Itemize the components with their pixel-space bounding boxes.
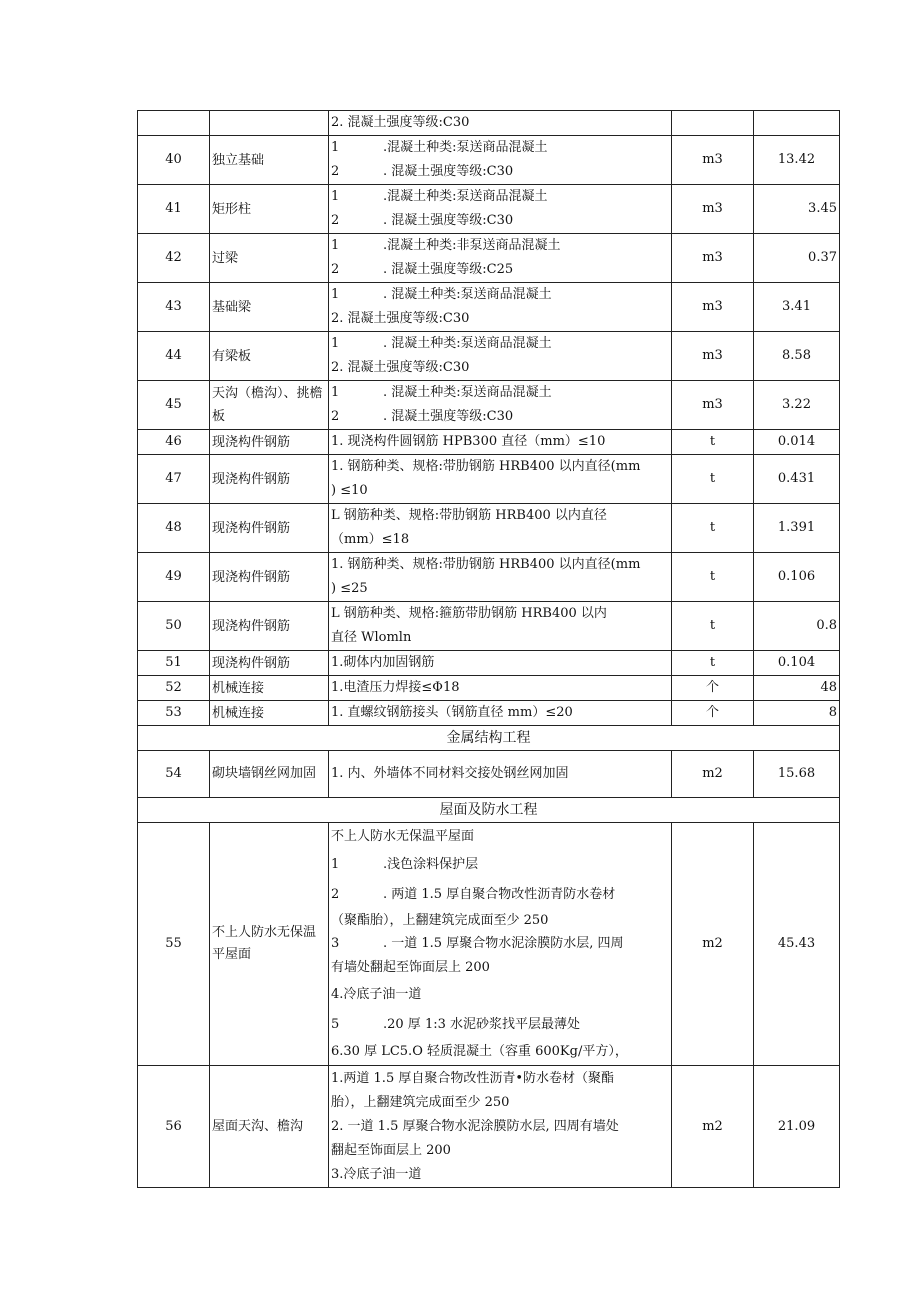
item-name: 基础梁 <box>210 283 329 332</box>
description-line <box>331 332 669 356</box>
description-line-text: . 混凝土强度等级:C30 <box>383 409 514 424</box>
item-quantity: 1.391 <box>754 504 840 553</box>
row-number: 45 <box>138 381 210 430</box>
table-row <box>138 332 840 381</box>
description-line-text: 1.电渣压力焊接≤Φ18 <box>331 680 460 695</box>
description-line-number: 2 <box>331 262 340 277</box>
description-line-text: （mm）≤18 <box>331 532 410 547</box>
description-line-number: 2 <box>331 887 340 902</box>
item-unit: m3 <box>672 332 754 381</box>
description-line-text: . 混凝土强度等级:C30 <box>383 213 514 228</box>
description-line: 1. 内、外墙体不同材料交接处钢丝网加固 <box>331 766 569 781</box>
item-unit: t <box>672 504 754 553</box>
description-line-text: .混凝土种类:泵送商品混凝土 <box>383 189 548 204</box>
table-row <box>138 504 840 553</box>
description-line-text: 1. 直螺纹钢筋接头（钢筋直径 mm）≤20 <box>331 705 573 720</box>
table-row <box>138 651 840 676</box>
item-unit: m3 <box>672 381 754 430</box>
description-line <box>331 430 669 454</box>
table-row <box>138 430 840 455</box>
table-row <box>138 602 840 651</box>
description-line-text: 1.两道 1.5 厚自聚合物改性沥青•防水卷材（聚酯 <box>331 1070 615 1086</box>
row-number: 56 <box>138 1066 210 1188</box>
item-name: 砌块墙钢丝网加固 <box>210 751 329 798</box>
item-name: 有梁板 <box>210 332 329 381</box>
description-line-text: 有墙处翻起至饰面层上 200 <box>331 960 490 975</box>
description-line-text: 2. 混凝土强度等级:C30 <box>331 311 470 326</box>
item-name: 机械连接 <box>210 701 329 726</box>
item-name: 现浇构件钢筋 <box>210 553 329 602</box>
item-quantity: 45.43 <box>754 823 840 1066</box>
description-line-text: 2. 一道 1.5 厚聚合物水泥涂膜防水层, 四周有墙处 <box>331 1118 619 1134</box>
description-line <box>331 504 669 528</box>
description-line <box>331 824 669 850</box>
item-description <box>329 701 672 726</box>
description-line-number: 1 <box>331 287 340 302</box>
row-number: 55 <box>138 823 210 1066</box>
item-quantity: 0.431 <box>754 455 840 504</box>
item-quantity: 0.37 <box>754 234 840 283</box>
description-line-text: ) ≤10 <box>331 483 368 498</box>
item-unit <box>672 111 754 136</box>
section-row-metal <box>138 726 840 751</box>
item-name: 现浇构件钢筋 <box>210 651 329 676</box>
description-line-text: L 钢筋种类、规格:箍筋带肋钢筋 HRB400 以内 <box>331 606 607 621</box>
description-line <box>331 602 669 626</box>
row-number: 41 <box>138 185 210 234</box>
item-quantity: 3.22 <box>754 381 840 430</box>
description-line <box>331 234 669 258</box>
section-title-metal: 金属结构工程 <box>138 726 840 751</box>
description-line-number: 2 <box>331 409 340 424</box>
description-line-text: . 混凝土种类:泵送商品混凝土 <box>383 287 552 302</box>
item-unit: t <box>672 651 754 676</box>
description-line-number: 3 <box>331 936 340 951</box>
description-line-text: 翻起至饰面层上 200 <box>331 1142 451 1158</box>
item-quantity: 8.58 <box>754 332 840 381</box>
description-line <box>331 111 669 135</box>
description-line <box>331 356 669 380</box>
description-line <box>331 1091 669 1115</box>
section-title-roof: 屋面及防水工程 <box>138 798 840 823</box>
item-unit: t <box>672 602 754 651</box>
description-line-number: 1 <box>331 189 340 204</box>
description-line-text: .浅色涂料保护层 <box>383 857 479 872</box>
description-line <box>331 956 669 980</box>
item-unit: m3 <box>672 234 754 283</box>
item-quantity: 3.45 <box>754 185 840 234</box>
description-line-text: 3.冷底子油一道 <box>331 1166 422 1182</box>
table-row <box>138 1066 840 1188</box>
item-name: 天沟（檐沟）、挑檐板 <box>210 381 329 430</box>
description-line-text: . 两道 1.5 厚自聚合物改性沥青防水卷材 <box>383 887 616 902</box>
item-description <box>329 455 672 504</box>
row-number: 47 <box>138 455 210 504</box>
description-line <box>331 381 669 405</box>
item-unit: m3 <box>672 283 754 332</box>
item-name <box>210 111 329 136</box>
description-line-text: 6.30 厚 LC5.O 轻质混凝土（容重 600Kg/平方）， <box>331 1044 628 1059</box>
item-description <box>329 751 672 798</box>
description-line-text: 1. 钢筋种类、规格:带肋钢筋 HRB400 以内直径(mm <box>331 459 641 474</box>
item-description <box>329 651 672 676</box>
item-quantity: 0.014 <box>754 430 840 455</box>
description-line <box>331 1163 669 1187</box>
description-line <box>331 577 669 601</box>
table-body-concrete-rebar <box>138 111 840 726</box>
description-line-text: L 钢筋种类、规格:带肋钢筋 HRB400 以内直径 <box>331 508 607 523</box>
description-line-text: . 混凝土强度等级:C30 <box>383 164 514 179</box>
description-line-number: 1 <box>331 385 340 400</box>
item-name: 现浇构件钢筋 <box>210 455 329 504</box>
item-description <box>329 185 672 234</box>
row-number: 46 <box>138 430 210 455</box>
item-unit: t <box>672 553 754 602</box>
description-line-text: 4.冷底子油一道 <box>331 987 422 1002</box>
description-line-number: 5 <box>331 1017 340 1032</box>
item-quantity: 8 <box>754 701 840 726</box>
item-description <box>329 283 672 332</box>
item-unit: t <box>672 430 754 455</box>
description-line <box>331 479 669 503</box>
item-unit: 个 <box>672 701 754 726</box>
table-row <box>138 823 840 1066</box>
item-description <box>329 332 672 381</box>
description-line-text: 直径 Wlomln <box>331 630 412 645</box>
item-name: 机械连接 <box>210 676 329 701</box>
table-row <box>138 381 840 430</box>
description-line <box>331 701 669 725</box>
row-number: 52 <box>138 676 210 701</box>
table-row <box>138 751 840 798</box>
description-line-text: 1.砌体内加固钢筋 <box>331 655 435 670</box>
description-line <box>331 209 669 233</box>
description-line <box>331 1139 669 1163</box>
description-line-text: .20 厚 1:3 水泥砂浆找平层最薄处 <box>383 1017 580 1032</box>
table-row <box>138 136 840 185</box>
description-line <box>331 136 669 160</box>
item-unit: 个 <box>672 676 754 701</box>
item-description <box>329 136 672 185</box>
item-name: 现浇构件钢筋 <box>210 602 329 651</box>
item-quantity: 0.104 <box>754 651 840 676</box>
description-line-number: 1 <box>331 238 340 253</box>
row-number: 44 <box>138 332 210 381</box>
item-unit: m3 <box>672 136 754 185</box>
item-name: 屋面天沟、檐沟 <box>210 1066 329 1188</box>
description-line <box>331 850 669 880</box>
description-line <box>331 283 669 307</box>
description-line <box>331 455 669 479</box>
row-number <box>138 111 210 136</box>
description-line <box>331 910 669 932</box>
table-body-metal <box>138 726 840 823</box>
item-quantity: 3.41 <box>754 283 840 332</box>
description-line-text: 不上人防水无保温平屋面 <box>331 829 475 844</box>
description-line-number: 1 <box>331 140 340 155</box>
table-row <box>138 455 840 504</box>
item-unit: m2 <box>672 751 754 798</box>
item-name: 矩形柱 <box>210 185 329 234</box>
description-line-text: 2. 混凝土强度等级:C30 <box>331 115 470 130</box>
description-line-text: . 混凝土种类:泵送商品混凝土 <box>383 336 552 351</box>
description-line <box>331 185 669 209</box>
description-line-text: 1. 钢筋种类、规格:带肋钢筋 HRB400 以内直径(mm <box>331 557 641 572</box>
table-row <box>138 553 840 602</box>
description-line-number: 2 <box>331 213 340 228</box>
row-number: 48 <box>138 504 210 553</box>
bill-of-quantities-table <box>137 110 840 1188</box>
description-line-text: . 混凝土强度等级:C25 <box>383 262 514 277</box>
description-line <box>331 626 669 650</box>
item-quantity: 0.8 <box>754 602 840 651</box>
row-number: 50 <box>138 602 210 651</box>
description-line-text: . 一道 1.5 厚聚合物水泥涂膜防水层, 四周 <box>383 936 624 951</box>
table-row <box>138 234 840 283</box>
description-line <box>331 1010 669 1040</box>
row-number: 49 <box>138 553 210 602</box>
item-name: 独立基础 <box>210 136 329 185</box>
item-description <box>329 1066 672 1188</box>
item-description <box>329 504 672 553</box>
description-line-number: 2 <box>331 164 340 179</box>
item-description <box>329 381 672 430</box>
item-unit: t <box>672 455 754 504</box>
description-line <box>331 1115 669 1139</box>
table-row <box>138 185 840 234</box>
description-line <box>331 528 669 552</box>
item-description <box>329 234 672 283</box>
description-line-text: 1. 现浇构件圆钢筋 HPB300 直径（mm）≤10 <box>331 434 606 449</box>
description-line-number: 1 <box>331 336 340 351</box>
row-number: 51 <box>138 651 210 676</box>
item-unit: m2 <box>672 823 754 1066</box>
description-line <box>331 880 669 910</box>
item-name: 现浇构件钢筋 <box>210 504 329 553</box>
description-line-text: ) ≤25 <box>331 581 368 596</box>
description-line-text: .混凝土种类:非泵送商品混凝土 <box>383 238 561 253</box>
row-number: 40 <box>138 136 210 185</box>
table-row <box>138 676 840 701</box>
row-number: 42 <box>138 234 210 283</box>
table-row <box>138 283 840 332</box>
description-line <box>331 160 669 184</box>
item-description <box>329 430 672 455</box>
item-name: 现浇构件钢筋 <box>210 430 329 455</box>
description-line <box>331 1067 669 1091</box>
description-line <box>331 1040 669 1064</box>
description-line-text: （聚酯胎），上翻建筑完成面至少 250 <box>331 913 549 928</box>
description-line-text: . 混凝土种类:泵送商品混凝土 <box>383 385 552 400</box>
description-line <box>331 676 669 700</box>
description-line <box>331 553 669 577</box>
item-quantity <box>754 111 840 136</box>
item-description <box>329 553 672 602</box>
item-description <box>329 111 672 136</box>
section-row-roof <box>138 798 840 823</box>
item-name: 不上人防水无保温平屋面 <box>210 823 329 1066</box>
item-unit: m3 <box>672 185 754 234</box>
description-line <box>331 307 669 331</box>
row-number: 54 <box>138 751 210 798</box>
description-line <box>331 932 669 956</box>
description-line <box>331 405 669 429</box>
description-line-text: 胎），上翻建筑完成面至少 250 <box>331 1094 510 1110</box>
description-line-text: .混凝土种类:泵送商品混凝土 <box>383 140 548 155</box>
item-quantity: 13.42 <box>754 136 840 185</box>
description-line-text: 2. 混凝土强度等级:C30 <box>331 360 470 375</box>
item-description <box>329 823 672 1066</box>
item-quantity: 21.09 <box>754 1066 840 1188</box>
row-number: 43 <box>138 283 210 332</box>
item-name: 过梁 <box>210 234 329 283</box>
item-unit: m2 <box>672 1066 754 1188</box>
table-body-roof <box>138 823 840 1188</box>
row-number: 53 <box>138 701 210 726</box>
item-quantity: 15.68 <box>754 751 840 798</box>
description-line <box>331 651 669 675</box>
item-description <box>329 602 672 651</box>
description-line <box>331 980 669 1010</box>
item-description <box>329 676 672 701</box>
table-row <box>138 701 840 726</box>
item-quantity: 48 <box>754 676 840 701</box>
description-line-number: 1 <box>331 857 340 872</box>
item-quantity: 0.106 <box>754 553 840 602</box>
table-row <box>138 111 840 136</box>
description-line <box>331 258 669 282</box>
